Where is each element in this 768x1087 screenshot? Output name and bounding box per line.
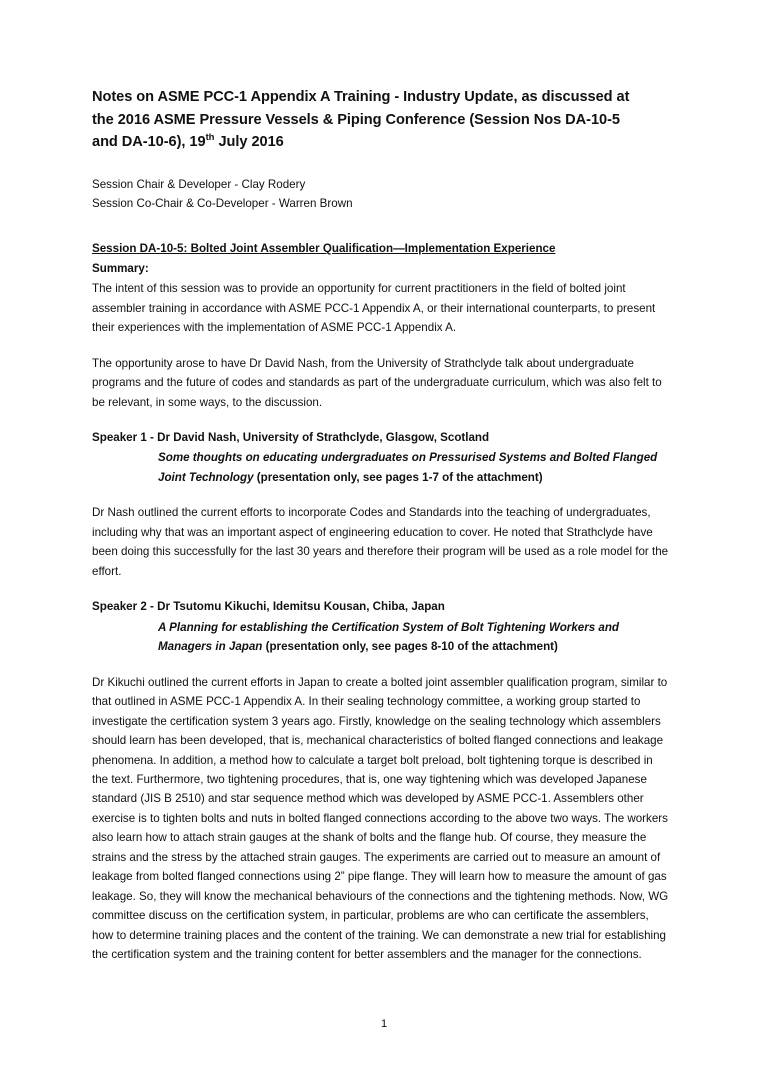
speaker-2-line: Speaker 2 - Dr Tsutomu Kikuchi, Idemitsu Kousan, Chiba, Japan	[92, 600, 445, 614]
title-superscript: th	[205, 132, 215, 144]
session-cochair-line: Session Co-Chair & Co-Developer - Warren Brown	[92, 196, 353, 210]
speaker-1-talk-title	[92, 448, 672, 487]
summary-label: Summary:	[92, 261, 149, 275]
speaker-2-talk-title	[92, 618, 672, 657]
session-chair-line: Session Chair & Developer - Clay Rodery	[92, 177, 306, 191]
summary-paragraph-2: The opportunity arose to have Dr David Nash, from the University of Strathclyde talk about undergraduate programs and the future of codes and standards as part of the undergraduate curriculum, which was also felt to be relevant, in some ways, to the discussion.	[92, 356, 662, 409]
speaker-1-talk-title-italic: Some thoughts on educating undergraduates on Pressurised Systems and Bolted Flanged Joint Technology	[158, 451, 658, 484]
speaker-1-talk-title-note: (presentation only, see pages 1-7 of the attachment)	[253, 470, 543, 484]
speaker-1-paragraph: Dr Nash outlined the current efforts to incorporate Codes and Standards into the teaching of undergraduates, including why that was an important aspect of engineering education to cover. He noted that Strathclyde have been doing this successfully for the last 30 years and therefore their program will be used as a role model for the effort.	[92, 506, 669, 578]
speaker-2-talk-title-italic: A Planning for establishing the Certification System of Bolt Tightening Workers and Managers in Japan	[158, 620, 620, 654]
page-title	[92, 86, 672, 154]
speaker-1-line: Speaker 1 - Dr David Nash, University of Strathclyde, Glasgow, Scotland	[92, 430, 490, 444]
title-tail: July 2016	[214, 134, 284, 151]
speaker-2-talk-title-note: (presentation only, see pages 8-10 of the attachment)	[262, 640, 558, 654]
title-line-3: and DA-10-6), 19	[92, 134, 206, 151]
summary-paragraph-1: The intent of this session was to provide an opportunity for current practitioners in the field of bolted joint assembler training in accordance with ASME PCC-1 Appendix A, or their international counterparts, to present their experiences with the implementation of ASME PCC-1 Appendix A.	[92, 282, 656, 335]
section-heading: Session DA-10-5: Bolted Joint Assembler Qualification—Implementation Experience	[92, 242, 556, 256]
credits-block	[92, 176, 672, 214]
speaker-2-paragraph: Dr Kikuchi outlined the current efforts in Japan to create a bolted joint assembler qualification program, similar to that outlined in ASME PCC-1 Appendix A. In their sealing technology committee, a working group started to investigate the certification system 3 years ago. Firstly, knowledge on the sealing technology which assemblers should learn has been developed, that is, mechanical characteristics of bolted flanged connections and leakage phenomena. In addition, a method how to calculate a target bolt preload, bolt tightening torque is described in the text. Furthermore, two tightening procedures, that is, one way tightening which was developed Japanese standard (JIS B 2510) and star sequence method which was developed by ASME PCC-1. Assemblers other exercise is to tighten bolts and nuts in bolted flanged connections according to the above two ways. The workers also learn how to attach strain gauges at the shank of bolts and the flange hub. Of course, they measure the strains and the stress by the attached strain gauges. The experiments are carried out to measure an amount of leakage from bolted flanged connections using 2” pipe flange. They will learn how to measure the amount of gas leakage. So, they will know the mechanical behaviours of the connections and the tightening methods. Now, WG committee discuss on the certification system, in particular, problems are who can certificate the assemblers, how to determine training places and the content of the training. We can demonstrate a new trial for establishing the certification system and the training content for better assemblers and the manager for the connections.	[92, 675, 669, 962]
title-line-1: Notes on ASME PCC-1 Appendix A Training - Industry Update, as discussed at	[92, 89, 630, 105]
page-number: 1	[380, 1018, 388, 1030]
title-line-2: the 2016 ASME Pressure Vessels & Piping Conference (Session Nos DA-10-5	[92, 111, 620, 128]
